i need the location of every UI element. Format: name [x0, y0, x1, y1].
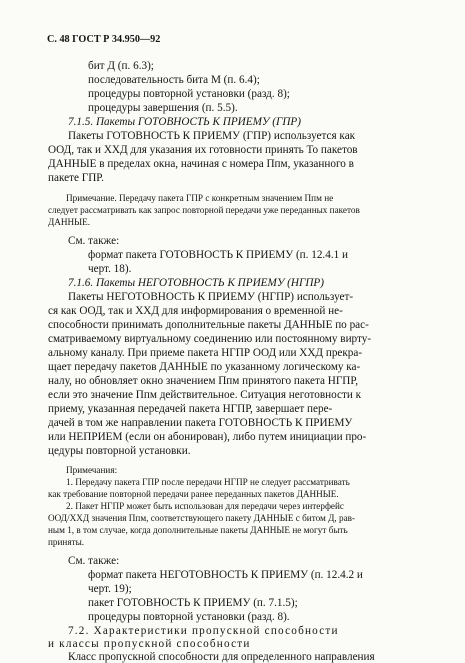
text-line: или НЕПРИЕМ (если он абонирован), либо путем инициации про- — [48, 431, 367, 443]
text-line: налу, но обновляет окно значением Ппм принятого пакета НГПР, — [48, 375, 358, 387]
text-line: бит Д (п. 6.3); — [88, 60, 154, 72]
section-heading: 7.1.6. Пакеты НЕГОТОВНОСТЬ К ПРИЕМУ (НГПР) — [68, 277, 324, 289]
note-line: 2. Пакет НГПР может быть использован для передачи через интерфейс — [66, 501, 344, 511]
note-line: ООД/ХХД значения Ппм, соответствующего пакету ДАННЫЕ с битом Д, рав- — [48, 513, 356, 523]
text-line: способности принимать дополнительные пакеты ДАННЫЕ по рас- — [48, 319, 369, 331]
note-line: приняты. — [48, 537, 85, 547]
text-line: ся как ООД, так и ХХД для информирования о временной не- — [48, 305, 343, 317]
text-line: Класс пропускной способности для определенного направления — [68, 651, 375, 663]
text-line: процедуры завершения (п. 5.5). — [88, 102, 238, 114]
text-line: последовательность бита M (п. 6.4); — [88, 74, 260, 86]
note-line: ным 1, в том случае, когда дополнительные пакеты ДАННЫЕ не могут быть — [48, 525, 348, 535]
text-line: дачей в том же направлении пакета ГОТОВНОСТЬ К ПРИЕМУ — [48, 417, 353, 429]
text-line: сматриваемому виртуальному соединению или постоянному вирту- — [48, 333, 372, 345]
text-line: цедуры повторной установки. — [48, 445, 191, 457]
note-line: 1. Передачу пакета ГПР после передачи НГПР не следует рассматривать — [66, 477, 350, 487]
text-line: пакете ГПР. — [48, 172, 104, 184]
section-heading: 7.2. Характеристики пропускной способности — [68, 625, 339, 637]
note-line: как требование повторной передачи ранее переданных пакетов ДАННЫЕ. — [48, 489, 339, 499]
text-line: черт. 19); — [88, 583, 132, 595]
note-line: следует рассматривать как запрос повторной передачи уже переданных пакетов — [48, 205, 360, 215]
section-heading: и классы пропускной способности — [48, 638, 251, 650]
text-line: формат пакета ГОТОВНОСТЬ К ПРИЕМУ (п. 12.4.1 и — [88, 249, 348, 261]
text-line: ДАННЫЕ в пределах окна, начиная с номера Ппм, указанного в — [48, 158, 354, 170]
text-line: щает передачу пакетов ДАННЫЕ по указанному логическому ка- — [48, 361, 361, 373]
text-line: Пакеты ГОТОВНОСТЬ К ПРИЕМУ (ГПР) используется как — [68, 130, 356, 142]
text-line: пакет ГОТОВНОСТЬ К ПРИЕМУ (п. 7.1.5); — [88, 597, 298, 609]
note-line: ДАННЫЕ. — [48, 217, 91, 227]
text-line: черт. 18). — [88, 263, 132, 275]
notes-heading: Примечания: — [66, 465, 118, 475]
text-line: процедуры повторной установки (разд. 8). — [88, 611, 290, 623]
page-header: С. 48 ГОСТ Р 34.950—92 — [47, 34, 161, 45]
text-line: См. также: — [68, 235, 120, 247]
text-line: формат пакета НЕГОТОВНОСТЬ К ПРИЕМУ (п. 12.4.2 и — [88, 569, 363, 581]
section-heading: 7.1.5. Пакеты ГОТОВНОСТЬ К ПРИЕМУ (ГПР) — [68, 116, 301, 128]
text-line: ООД, так и ХХД для указания их готовности принять То пакетов — [48, 144, 358, 156]
text-line: альному каналу. При приеме пакета НГПР ООД или ХХД прекра- — [48, 347, 363, 359]
text-line: процедуры повторной установки (разд. 8); — [88, 88, 290, 100]
text-line: если это значение Ппм действительное. Ситуация неготовности к — [48, 389, 362, 401]
text-line: приему, указанная передачей пакета НГПР, завершает пере- — [48, 403, 333, 415]
note-line: Примечание. Передачу пакета ГПР с конкретным значением Ппм не — [66, 193, 334, 203]
text-line: Пакеты НЕГОТОВНОСТЬ К ПРИЕМУ (НГПР) использует- — [68, 291, 354, 303]
text-line: См. также: — [68, 555, 120, 567]
